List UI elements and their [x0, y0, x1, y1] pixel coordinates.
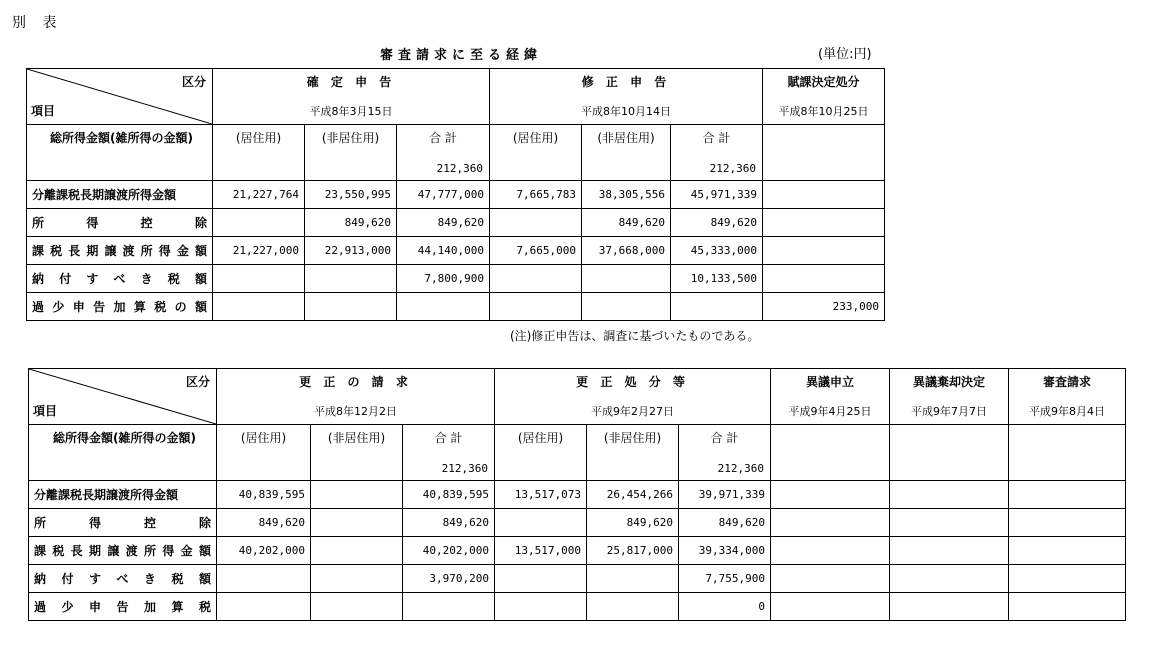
table-cell: 合 計 212,360	[397, 125, 490, 181]
table-cell	[213, 209, 305, 237]
table-cell	[1009, 537, 1126, 565]
table-cell	[890, 537, 1009, 565]
group-header	[1009, 369, 1126, 425]
table-row	[27, 265, 885, 293]
table-cell: 7,665,783	[490, 181, 582, 209]
table-cell	[1009, 481, 1126, 509]
table-cell	[1009, 425, 1126, 481]
table-cell	[305, 265, 397, 293]
table-cell	[587, 565, 679, 593]
group-header	[771, 369, 890, 425]
item-label: 項目	[31, 104, 56, 118]
group-header	[495, 369, 771, 425]
table-cell: 40,839,595	[217, 481, 311, 509]
table-cell	[217, 593, 311, 621]
group-header	[890, 369, 1009, 425]
row-label: 総所得金額(雑所得の金額)	[29, 425, 217, 481]
table-cell	[890, 593, 1009, 621]
table-cell	[771, 565, 890, 593]
group-date: 平成8年10月14日	[581, 105, 672, 118]
table-cell	[305, 293, 397, 321]
table-cell: 21,227,764	[213, 181, 305, 209]
table-cell: (非居住用)	[311, 425, 403, 481]
row-label: 納付すべき税額	[29, 565, 217, 593]
group-header	[763, 69, 885, 125]
table-cell: 233,000	[763, 293, 885, 321]
table-cell	[217, 565, 311, 593]
table-cell	[1009, 509, 1126, 537]
table-cell: 40,839,595	[403, 481, 495, 509]
group-title: 修 正 申 告	[581, 75, 671, 89]
table-cell: 849,620	[582, 209, 671, 237]
table-row	[27, 293, 885, 321]
table-cell: 39,334,000	[679, 537, 771, 565]
table-cell: 26,454,266	[587, 481, 679, 509]
group-title: 賦課決定処分	[787, 75, 860, 89]
table-cell: 849,620	[397, 209, 490, 237]
table-cell	[582, 293, 671, 321]
corner-header	[27, 69, 213, 125]
table-cell	[403, 593, 495, 621]
group-title: 異議申立	[806, 375, 855, 389]
table-cell	[311, 481, 403, 509]
table-cell: 13,517,073	[495, 481, 587, 509]
table-cell	[490, 265, 582, 293]
page-heading: 別 表	[12, 15, 63, 31]
table-cell: 45,333,000	[671, 237, 763, 265]
row-label: 過少申告加算税の額	[27, 293, 213, 321]
table-cell	[771, 537, 890, 565]
table-row	[27, 181, 885, 209]
table-cell: 40,202,000	[217, 537, 311, 565]
unit-label: (単位:円)	[818, 47, 872, 62]
table-cell	[213, 293, 305, 321]
table-cell	[890, 481, 1009, 509]
group-title: 更 正 の 請 求	[299, 375, 412, 389]
row-label: 所得控除	[27, 209, 213, 237]
row-label: 課税長期譲渡所得金額	[29, 537, 217, 565]
table-cell	[587, 593, 679, 621]
table-cell	[763, 237, 885, 265]
table-row	[29, 593, 1126, 621]
table-cell: 45,971,339	[671, 181, 763, 209]
table-cell: 合 計 212,360	[679, 425, 771, 481]
table-cell: 0	[679, 593, 771, 621]
row-label: 総所得金額(雑所得の金額)	[27, 125, 213, 181]
table-cell	[490, 293, 582, 321]
table-cell: 合 計 212,360	[403, 425, 495, 481]
table-cell: 25,817,000	[587, 537, 679, 565]
table-cell: 849,620	[587, 509, 679, 537]
table-cell: 23,550,995	[305, 181, 397, 209]
table-cell	[771, 481, 890, 509]
table-cell: 39,971,339	[679, 481, 771, 509]
table-cell	[582, 265, 671, 293]
table-cell	[397, 293, 490, 321]
table-row	[29, 537, 1126, 565]
table-cell: 37,668,000	[582, 237, 671, 265]
row-label: 分離課税長期譲渡所得金額	[27, 181, 213, 209]
table-cell	[495, 509, 587, 537]
group-header	[213, 69, 490, 125]
category-label: 区分	[185, 375, 210, 389]
table-cell: 44,140,000	[397, 237, 490, 265]
table-cell	[671, 293, 763, 321]
table-cell: (非居住用)	[582, 125, 671, 181]
table-cell	[771, 425, 890, 481]
table-cell: 38,305,556	[582, 181, 671, 209]
table-cell: (居住用)	[217, 425, 311, 481]
table-cell	[311, 509, 403, 537]
table-cell: 47,777,000	[397, 181, 490, 209]
table-cell	[495, 565, 587, 593]
group-title: 審査請求	[1043, 375, 1092, 389]
table-cell: 849,620	[403, 509, 495, 537]
table-cell: (居住用)	[490, 125, 582, 181]
group-date: 平成8年3月15日	[309, 105, 393, 118]
table-cell	[763, 181, 885, 209]
footnote: (注)修正申告は、調査に基づいたものである。	[510, 329, 760, 343]
table-row	[29, 509, 1126, 537]
table-row	[27, 237, 885, 265]
group-date: 平成9年2月27日	[591, 405, 675, 418]
table-cell	[213, 265, 305, 293]
group-date: 平成8年10月25日	[778, 105, 869, 118]
group-date: 平成9年8月4日	[1029, 405, 1106, 418]
table-row	[29, 481, 1126, 509]
table-cell	[763, 209, 885, 237]
group-date: 平成9年7月7日	[911, 405, 988, 418]
group-header	[217, 369, 495, 425]
group-header	[490, 69, 763, 125]
group-title: 更 正 処 分 等	[576, 375, 689, 389]
category-label: 区分	[181, 75, 206, 89]
table-cell: 7,755,900	[679, 565, 771, 593]
table-cell: 849,620	[679, 509, 771, 537]
table-cell	[311, 565, 403, 593]
table-cell: 3,970,200	[403, 565, 495, 593]
table-cell: 40,202,000	[403, 537, 495, 565]
table-cell	[771, 593, 890, 621]
row-label: 分離課税長期譲渡所得金額	[29, 481, 217, 509]
table-cell	[890, 425, 1009, 481]
group-title: 異議棄却決定	[913, 375, 986, 389]
group-title: 確 定 申 告	[306, 75, 396, 89]
table-cell	[763, 125, 885, 181]
row-label: 過少申告加算税	[29, 593, 217, 621]
table-cell: 10,133,500	[671, 265, 763, 293]
table-row	[29, 565, 1126, 593]
table-cell: (居住用)	[213, 125, 305, 181]
row-label: 納付すべき税額	[27, 265, 213, 293]
table-cell	[890, 509, 1009, 537]
table-cell	[1009, 565, 1126, 593]
table-cell	[495, 593, 587, 621]
table-cell	[490, 209, 582, 237]
table-cell	[771, 509, 890, 537]
table-cell	[311, 537, 403, 565]
table-row	[27, 209, 885, 237]
table-cell	[890, 565, 1009, 593]
table-cell: 7,665,000	[490, 237, 582, 265]
table-cell: 合 計 212,360	[671, 125, 763, 181]
table-cell: (居住用)	[495, 425, 587, 481]
group-date: 平成8年12月2日	[314, 405, 397, 418]
table-cell: 849,620	[671, 209, 763, 237]
table-history-1	[26, 68, 885, 321]
table-cell: 849,620	[305, 209, 397, 237]
row-label: 課税長期譲渡所得金額	[27, 237, 213, 265]
group-date: 平成9年4月25日	[788, 405, 872, 418]
row-label: 所得控除	[29, 509, 217, 537]
table-cell: (非居住用)	[587, 425, 679, 481]
table-cell: 849,620	[217, 509, 311, 537]
item-label: 項目	[33, 404, 58, 418]
table-cell	[311, 593, 403, 621]
table-history-2	[28, 368, 1126, 621]
document-title: 審査請求に至る経緯	[380, 48, 543, 63]
table-cell	[763, 265, 885, 293]
corner-header	[29, 369, 217, 425]
table-cell: 13,517,000	[495, 537, 587, 565]
table-cell: 22,913,000	[305, 237, 397, 265]
table-cell	[1009, 593, 1126, 621]
table-cell: 21,227,000	[213, 237, 305, 265]
table-cell: (非居住用)	[305, 125, 397, 181]
table-cell: 7,800,900	[397, 265, 490, 293]
